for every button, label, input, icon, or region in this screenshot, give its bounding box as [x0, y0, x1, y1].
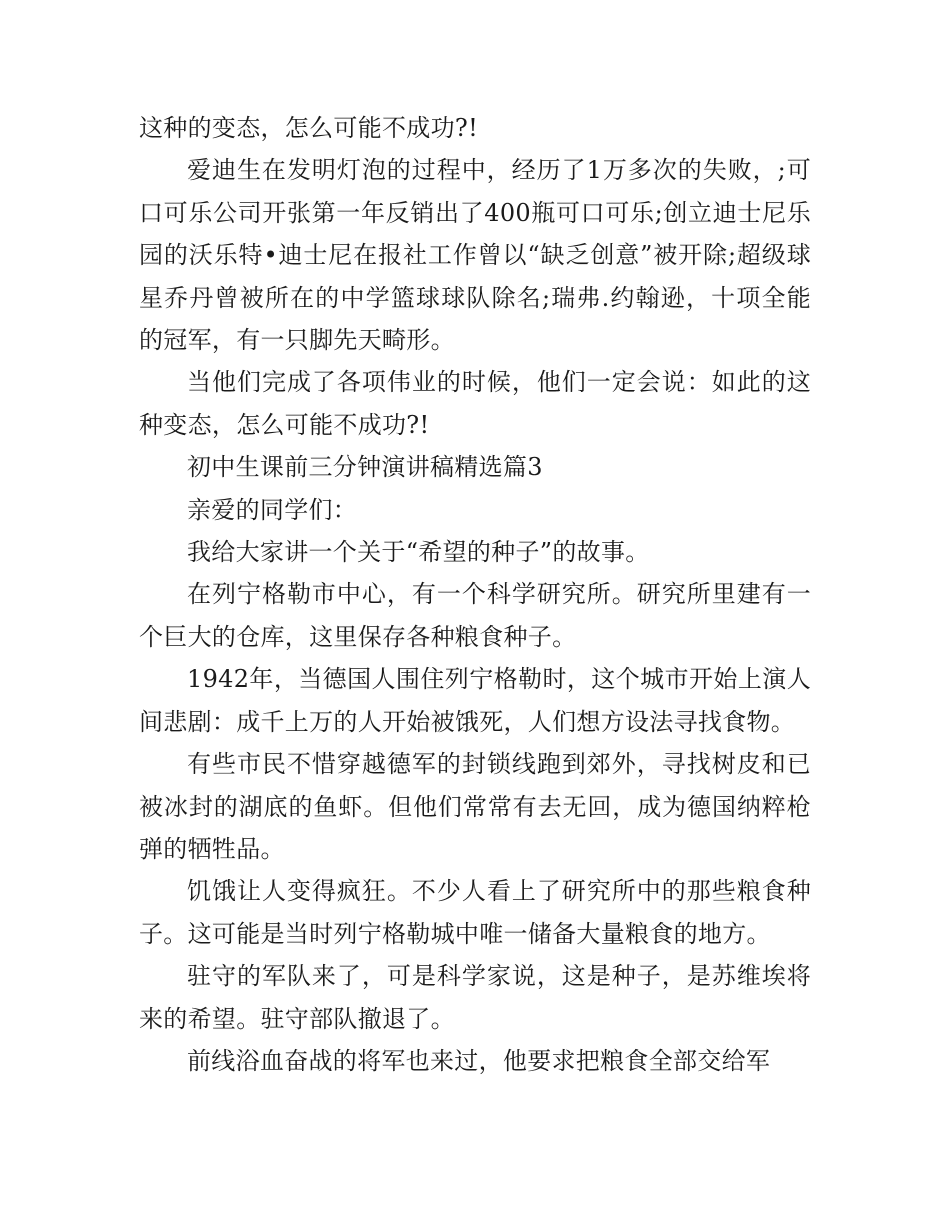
document-body: [139, 107, 811, 1082]
paragraph-2: 爱迪生在发明灯泡的过程中，经历了1万多次的失败，;可口可乐公司开张第一年反销出了400瓶可口可乐;创立迪士尼乐园的沃乐特•迪士尼在报社工作曾以“缺乏创意”被开除;超级球星乔丹曾被所在的中学篮球球队除名;瑞弗.约翰逊，十项全能的冠军，有一只脚先天畸形。: [139, 156, 811, 355]
paragraph-11: 驻守的军队来了，可是科学家说，这是种子，是苏维埃将来的希望。驻守部队撤退了。: [139, 962, 811, 1033]
salutation: 亲爱的同学们：: [187, 495, 358, 524]
paragraph-3: 当他们完成了各项伟业的时候，他们一定会说：如此的这种变态，怎么可能不成功?!: [139, 368, 811, 439]
paragraph-10: 饥饿让人变得疯狂。不少人看上了研究所中的那些粮食种子。这可能是当时列宁格勒城中唯一储备大量粮食的地方。: [139, 877, 811, 948]
paragraph-1: 这种的变态，怎么可能不成功?!: [139, 114, 479, 142]
paragraph-8: 1942年，当德国人围住列宁格勒时，这个城市开始上演人间悲剧：成千上万的人开始被饿死，人们想方设法寻找食物。: [139, 665, 811, 736]
paragraph-12: 前线浴血奋战的将军也来过，他要求把粮食全部交给军: [187, 1046, 771, 1075]
paragraph-6: 我给大家讲一个关于“希望的种子”的故事。: [187, 538, 650, 567]
paragraph-7: 在列宁格勒市中心，有一个科学研究所。研究所里建有一个巨大的仓库，这里保存各种粮食种子。: [139, 580, 811, 651]
section-heading: 初中生课前三分钟演讲稿精选篇3: [187, 453, 543, 482]
paragraph-9: 有些市民不惜穿越德军的封锁线跑到郊外，寻找树皮和已被冰封的湖底的鱼虾。但他们常常有去无回，成为德国纳粹枪弹的牺牲品。: [139, 750, 811, 863]
